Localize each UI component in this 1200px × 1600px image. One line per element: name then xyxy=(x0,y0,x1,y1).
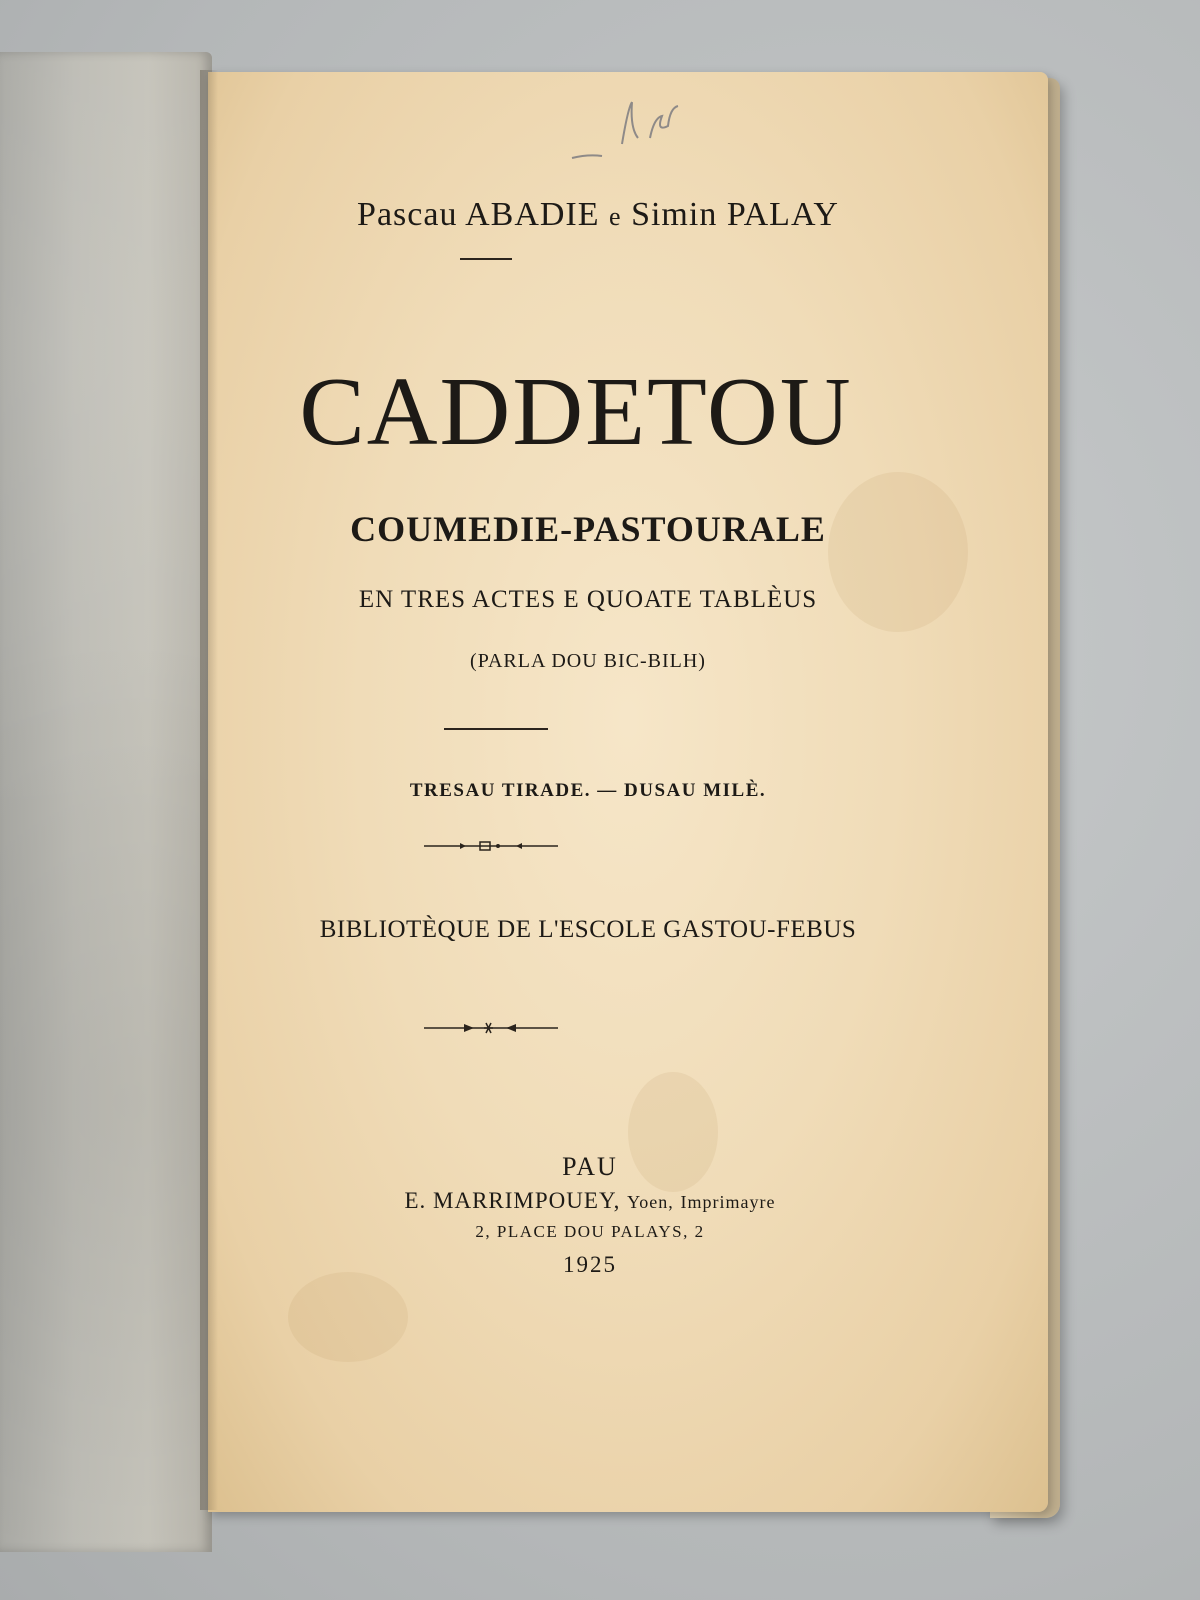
imprint-address: 2, PLACE DOU PALAYS, 2 xyxy=(475,1222,705,1241)
ornament-divider xyxy=(424,838,558,854)
author-joiner: e xyxy=(609,202,622,231)
book-cover-left xyxy=(0,52,212,1552)
author-first-given: Pascau xyxy=(357,196,458,233)
imprint-printer xyxy=(170,1188,1010,1214)
edition-line: TRESAU TIRADE. — DUSAU MILÈ. xyxy=(409,780,767,801)
pencil-annotation xyxy=(558,98,708,168)
author-second-given: Simin xyxy=(631,196,718,233)
acts-line: EN TRES ACTES E QUOATE TABLÈUS xyxy=(358,586,818,613)
imprint-year: 1925 xyxy=(563,1252,617,1277)
spine-shadow xyxy=(200,70,218,1510)
author-first-family: ABADIE xyxy=(465,196,600,233)
title-page xyxy=(208,72,1048,1512)
ornament-divider xyxy=(424,1020,558,1036)
divider-rule xyxy=(444,728,548,730)
imprint-city: PAU xyxy=(562,1152,618,1181)
printer-role: Imprimayre xyxy=(680,1192,776,1212)
author-second-family: PALAY xyxy=(726,196,839,233)
authors-line xyxy=(178,196,1018,234)
divider-rule xyxy=(460,258,512,260)
printer-role: Yoen, xyxy=(627,1192,674,1212)
dialect-line: (PARLA DOU BIC-BILH) xyxy=(470,650,706,672)
library-line: BIBLIOTÈQUE DE L'ESCOLE GASTOU-FEBUS xyxy=(319,916,857,943)
printer-name: E. MARRIMPOUEY, xyxy=(404,1188,621,1213)
book-title: CADDETOU xyxy=(299,358,853,466)
paper-stain xyxy=(288,1272,408,1362)
book-subtitle: COUMEDIE-PASTOURALE xyxy=(350,509,826,549)
